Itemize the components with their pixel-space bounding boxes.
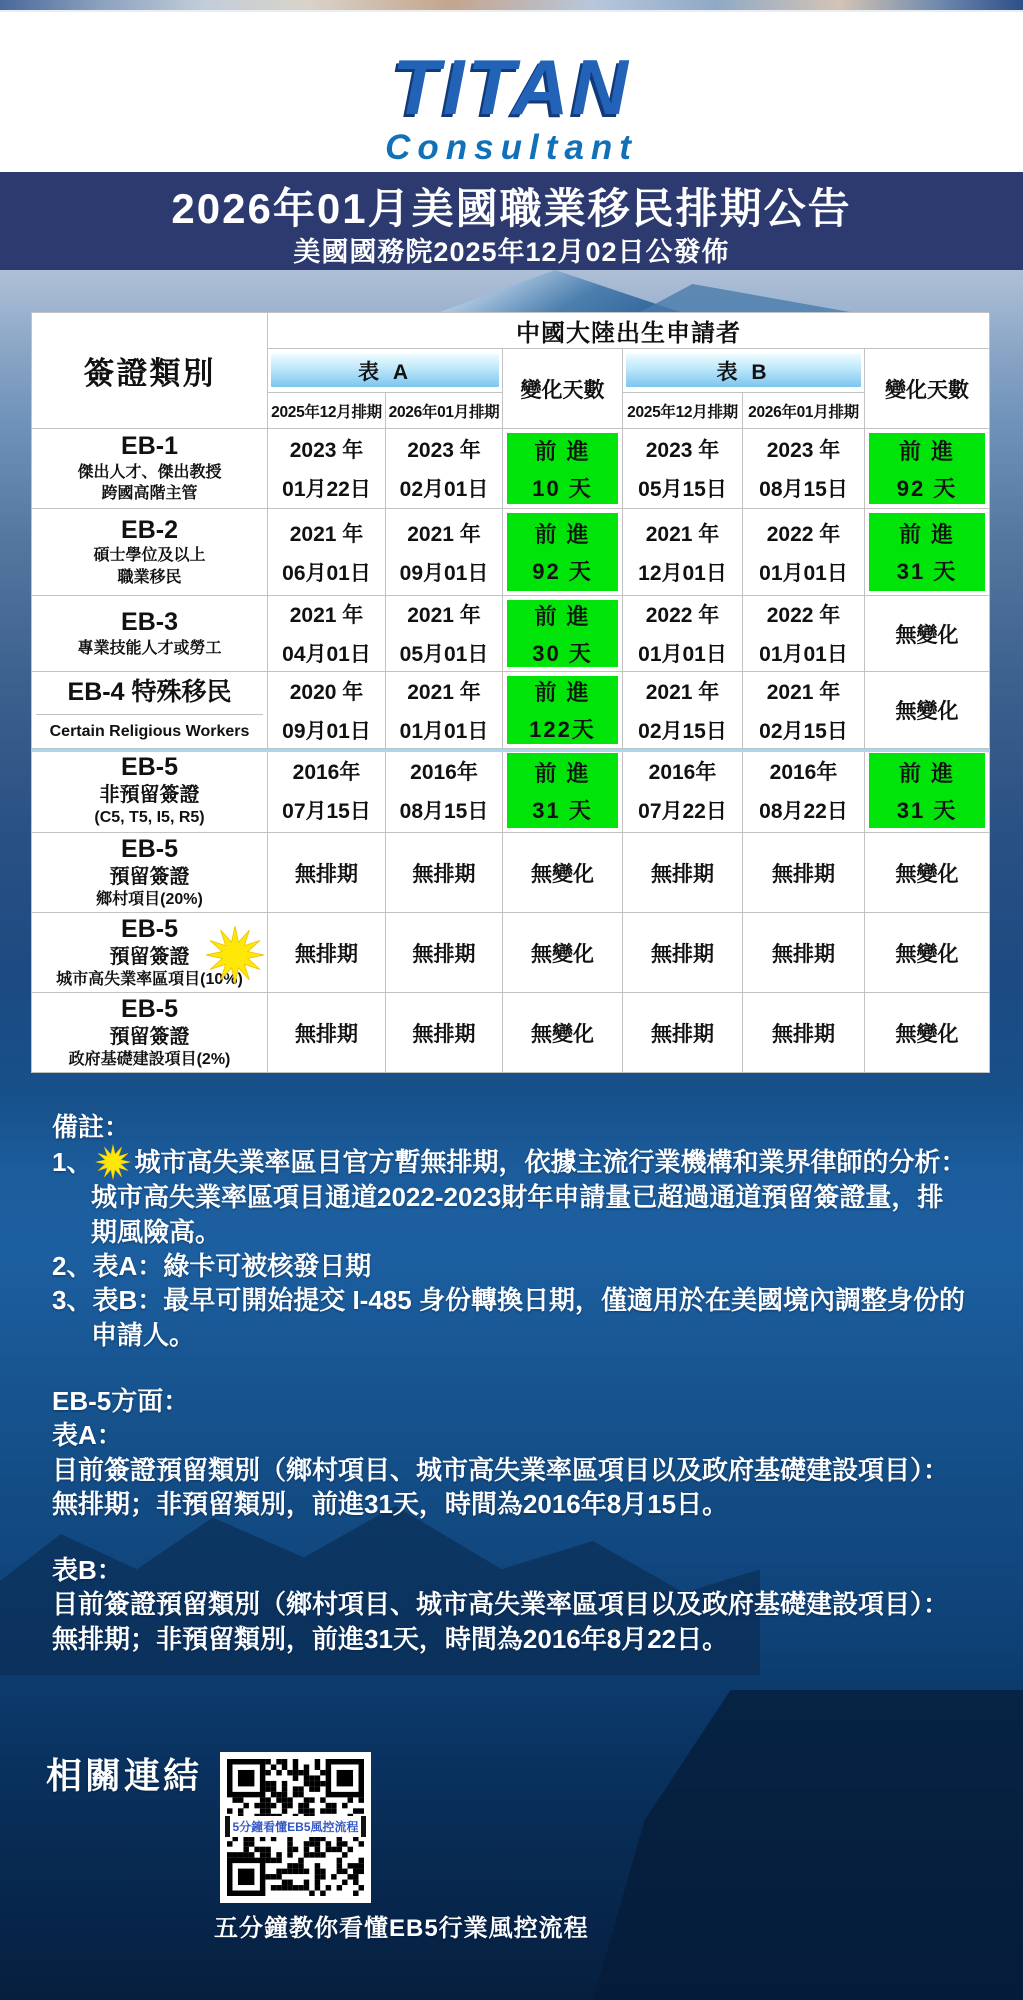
notes-section xyxy=(52,1110,968,1656)
category-cell: EB-2 碩士學位及以上 職業移民 xyxy=(32,509,268,596)
eb5-table-b-label: 表B： xyxy=(52,1555,123,1586)
date-cell: 2021 年 05月01日 xyxy=(386,596,503,672)
eb5-heading: EB-5方面： xyxy=(52,1385,190,1416)
category-cell: EB-1 傑出人才、傑出教授 跨國高階主管 xyxy=(32,429,268,509)
qr-band-label: 5分鐘看懂EB5風控流程 xyxy=(225,1816,366,1837)
date-cell: 2022 年 01月01日 xyxy=(623,596,743,672)
change-cell: 無變化 xyxy=(503,993,623,1073)
change-cell: 前 進 31 天 xyxy=(503,749,623,833)
category-cell: EB-5 預留簽證 鄉村項目(20%) xyxy=(32,833,268,913)
date-cell: 2023 年 05月15日 xyxy=(623,429,743,509)
titan-logo: TITAN xyxy=(392,43,631,131)
bulletin-title: 2026年01月美國職業移民排期公告 xyxy=(171,185,852,232)
category-cell: EB-5 預留簽證 城市高失業率區項目(10%) xyxy=(32,913,268,993)
category-cell: EB-5 非預留簽證 (C5, T5, I5, R5) xyxy=(32,749,268,833)
date-cell: 無排期 xyxy=(743,993,865,1073)
change-cell: 前 進 31 天 xyxy=(865,509,990,596)
table-b-label: 表 B xyxy=(626,354,861,387)
note-item-2: 2、表A：綠卡可被核發日期 xyxy=(52,1250,372,1281)
subheader-b-jan: 2026年01月排期 xyxy=(743,393,865,429)
category-cell: EB-3 專業技能人才或勞工 xyxy=(32,596,268,672)
eb5-table-a-text: 目前簽證預留類別（鄉村項目、城市高失業率區項目以及政府基礎建設項目）：無排期；非預留類別，前進31天，時間為2016年8月15日。 xyxy=(52,1454,950,1519)
table-a-label: 表 A xyxy=(271,354,499,387)
date-cell: 2021 年 06月01日 xyxy=(268,509,386,596)
qr-caption: 五分鐘教你看懂EB5行業風控流程 xyxy=(214,1915,589,1942)
change-cell: 前 進 92 天 xyxy=(503,509,623,596)
date-cell: 2021 年 02月15日 xyxy=(623,672,743,749)
date-cell: 2023 年 01月22日 xyxy=(268,429,386,509)
table-corner-header: 簽證類別 xyxy=(32,313,268,429)
date-cell: 2020 年 09月01日 xyxy=(268,672,386,749)
change-cell: 無變化 xyxy=(503,913,623,993)
change-cell: 前 進 10 天 xyxy=(503,429,623,509)
change-cell: 前 進 92 天 xyxy=(865,429,990,509)
logo-zone xyxy=(0,12,1023,172)
subheader-a-dec: 2025年12月排期 xyxy=(268,393,386,429)
date-cell: 2023 年 02月01日 xyxy=(386,429,503,509)
eb5-table-b-text: 目前簽證預留類別（鄉村項目、城市高失業率區項目以及政府基礎建設項目）：無排期；非預留類別，前進31天，時間為2016年8月22日。 xyxy=(52,1589,950,1654)
change-cell: 無變化 xyxy=(865,993,990,1073)
consultant-logo-text: Consultant xyxy=(385,128,638,167)
notes-title: 備註： xyxy=(52,1112,131,1142)
related-links-heading: 相關連結 xyxy=(46,1755,203,1796)
change-days-header-b: 變化天數 xyxy=(865,349,990,429)
table-a-header xyxy=(268,349,503,393)
change-cell: 無變化 xyxy=(865,672,990,749)
change-days-header-a: 變化天數 xyxy=(503,349,623,429)
change-cell: 前 進 122天 xyxy=(503,672,623,749)
date-cell: 2016年 07月22日 xyxy=(623,749,743,833)
bulletin-subtitle: 美國國務院2025年12月02日公發佈 xyxy=(293,237,730,267)
change-cell: 無變化 xyxy=(865,596,990,672)
date-cell: 無排期 xyxy=(268,833,386,913)
note-1-number: 1、 xyxy=(52,1147,93,1178)
table-group-header: 中國大陸出生申請者 xyxy=(268,313,990,349)
date-cell: 無排期 xyxy=(743,913,865,993)
date-cell: 無排期 xyxy=(386,833,503,913)
spacer xyxy=(52,1352,968,1384)
date-cell: 2016年 08月15日 xyxy=(386,749,503,833)
change-cell: 前 進 30 天 xyxy=(503,596,623,672)
qr-code[interactable] xyxy=(220,1752,371,1903)
change-cell: 無變化 xyxy=(503,833,623,913)
category-cell: EB-5 預留簽證 政府基礎建設項目(2%) xyxy=(32,993,268,1073)
note-item-1 xyxy=(52,1144,968,1249)
table-section-divider xyxy=(32,749,990,752)
subheader-a-jan: 2026年01月排期 xyxy=(386,393,503,429)
date-cell: 無排期 xyxy=(623,913,743,993)
date-cell: 2021 年 09月01日 xyxy=(386,509,503,596)
top-photo-strip xyxy=(0,0,1023,12)
subheader-b-dec: 2025年12月排期 xyxy=(623,393,743,429)
category-cell: EB-4 特殊移民 Certain Religious Workers xyxy=(32,672,268,749)
date-cell: 2023 年 08月15日 xyxy=(743,429,865,509)
date-cell: 無排期 xyxy=(268,913,386,993)
date-cell: 2021 年 12月01日 xyxy=(623,509,743,596)
date-cell: 2022 年 01月01日 xyxy=(743,509,865,596)
change-cell: 無變化 xyxy=(865,833,990,913)
starburst-icon xyxy=(205,925,265,985)
date-cell: 無排期 xyxy=(623,993,743,1073)
starburst-icon xyxy=(95,1144,131,1180)
date-cell: 無排期 xyxy=(386,993,503,1073)
eb5-table-a-label: 表A： xyxy=(52,1420,123,1451)
note-1-text: 城市高失業率區目官方暫無排期，依據主流行業機構和業界律師的分析：城市高失業率區項目通道2022-2023財年申請量已超過通道預留簽證量，排期風險高。 xyxy=(91,1147,967,1247)
date-cell: 2016年 07月15日 xyxy=(268,749,386,833)
date-cell: 無排期 xyxy=(623,833,743,913)
visa-bulletin-table xyxy=(31,312,989,1073)
change-cell: 前 進 31 天 xyxy=(865,749,990,833)
date-cell: 無排期 xyxy=(743,833,865,913)
title-banner xyxy=(0,172,1023,270)
spacer xyxy=(52,1521,968,1553)
date-cell: 2021 年 01月01日 xyxy=(386,672,503,749)
date-cell: 無排期 xyxy=(268,993,386,1073)
date-cell: 2021 年 04月01日 xyxy=(268,596,386,672)
change-cell: 無變化 xyxy=(865,913,990,993)
date-cell: 2021 年 02月15日 xyxy=(743,672,865,749)
date-cell: 2016年 08月22日 xyxy=(743,749,865,833)
date-cell: 2022 年 01月01日 xyxy=(743,596,865,672)
date-cell: 無排期 xyxy=(386,913,503,993)
note-item-3: 3、表B：最早可開始提交 I-485 身份轉換日期，僅適用於在美國境內調整身份的申請人。 xyxy=(52,1285,965,1350)
table-b-header xyxy=(623,349,865,393)
